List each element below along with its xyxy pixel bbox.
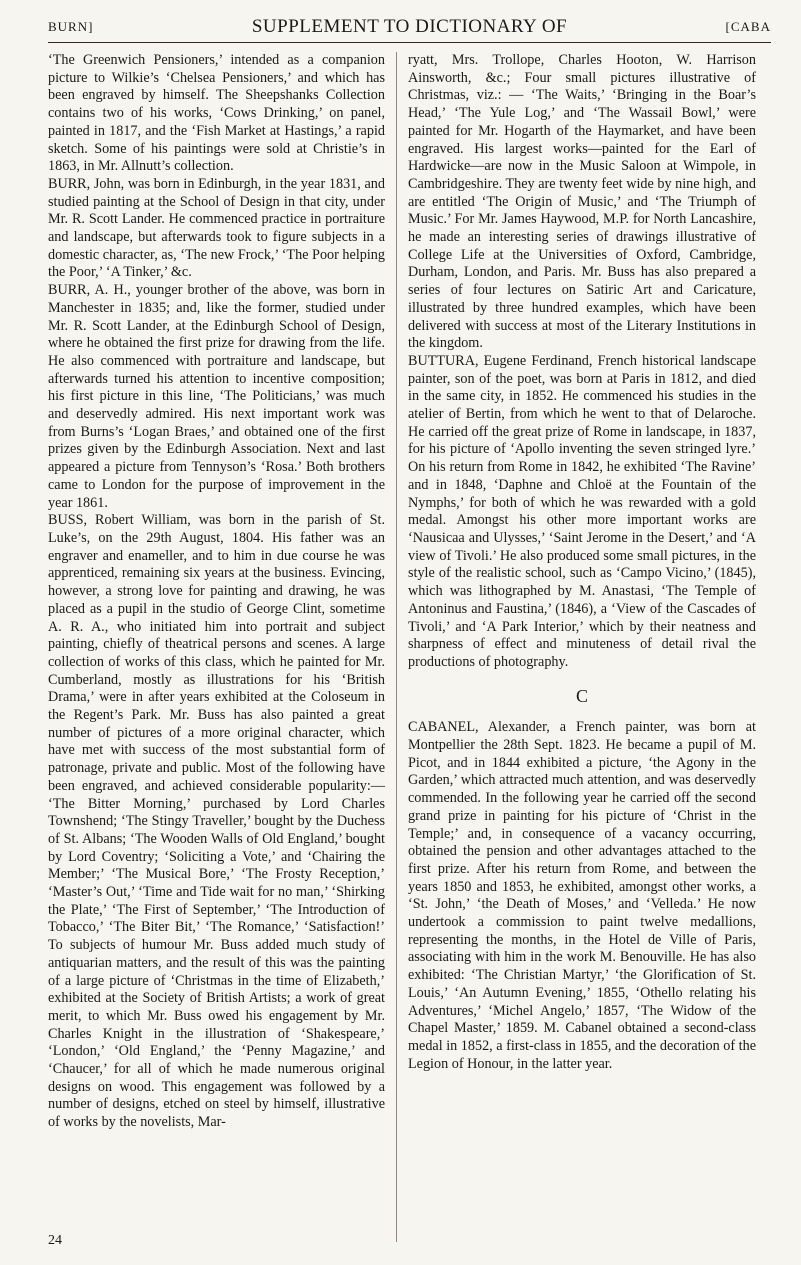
paragraph: ‘The Greenwich Pensioners,’ intended as a companion picture to Wilkie’s ‘Chelsea Pensioners,’ and which has been engraved by himself. The Sheepshanks Collection contains two of his works, ‘Cows Drinking,’ on panel, painted in 1817, and the ‘Fish Market at Hastings,’ a rapid sketch. Some of his paintings were sold at Christie’s in 1863, in Mr. Allnutt’s collection. xyxy=(48,52,385,175)
header-title: SUPPLEMENT TO DICTIONARY OF xyxy=(251,16,568,37)
entry-cabanel: CABANEL, Alexander, a French painter, was born at Montpellier the 28th Sept. 1823. He became a pupil of M. Picot, and in 1844 exhibited a picture, ‘the Agony in the Garden,’ which attracted much attention, and was deservedly commended. In the following year he carried off the second grand prize in painting for his picture of ‘Christ in the Temple;’ and, in consequence of a vacancy occurring, obtained the pension and other advantages attached to the first prize. After his return from Rome, and between the years 1850 and 1853, he exhibited, amongst other works, a ‘St. John,’ ‘the Death of Moses,’ and ‘Velleda.’ He now undertook a commission to paint twelve medallions, representing the months, in the Hotel de Ville of Paris, associating with him in the work M. Benouville. He has also exhibited: ‘The Christian Martyr,’ ‘the Glorification of St. Louis,’ ‘An Autumn Evening,’ 1855, ‘Othello relating his Adventures,’ ‘Michel Angelo,’ 1857, ‘The Widow of the Chapel Master,’ 1859. M. Cabanel obtained a second-class medal in 1852, a first-class in 1855, and the decoration of the Legion of Honour, in the latter year. xyxy=(408,719,756,1072)
paragraph: ryatt, Mrs. Trollope, Charles Hooton, W. Harrison Ainsworth, &c.; Four small pictures illustrative of Christmas, viz.: — ‘The Waits,’ ‘Bringing in the Boar’s Head,’ ‘The Yule Log,’ and ‘The Wassail Bowl,’ were painted for Mr. Hogarth of the Haymarket, and have been engraved. His largest works—painted for the Earl of Hardwicke—are now in the Music Saloon at Wimpole, in Cambridgeshire. They are twenty feet wide by nine high, and are entitled ‘The Origin of Music,’ and ‘The Triumph of Music.’ For Mr. James Haywood, M.P. for North Lancashire, he made an interesting series of drawings illustrative of College Life at the Universities of Oxford, Cambridge, Durham, London, and Paris. Mr. Buss has also prepared a series of four lectures on Satiric Art and Caricature, illustrated by three hundred examples, which have been delivered with success at most of the Literary Institutions in the kingdom. xyxy=(408,52,756,352)
entry-buttura: BUTTURA, Eugene Ferdinand, French historical landscape painter, son of the poet, was born at Paris in 1812, and died in the same city, in 1852. He commenced his studies in the atelier of Bertin, from which he went to that of Delaroche. He carried off the great prize of Rome in landscape, in 1837, for his picture of ‘Apollo inventing the seven stringed lyre.’ On his return from Rome in 1842, he exhibited ‘The Ravine’ and in 1848, ‘Daphne and Chloë at the Fountain of the Nymphs,’ for both of which he was rewarded with a gold medal. Amongst his other more important works are ‘Nausicaa and Ulysses,’ ‘Saint Jerome in the Desert,’ and ‘A view of Tivoli.’ He also produced some small pictures, in the style of the realistic school, such as ‘Campo Vicino,’ (1845), which was lithographed by M. Anastasi, ‘The Temple of Antoninus and Faustina,’ (1846), a ‘View of the Cascades of Tivoli,’ and ‘A Park Interior,’ which by their neatness and sharpness of effect and minuteness of detail rival the productions of photography. xyxy=(408,352,756,670)
column-divider xyxy=(396,52,397,1242)
entry-buss: BUSS, Robert William, was born in the parish of St. Luke’s, on the 29th August, 1804. His father was an engraver and enameller, and to him in due course he was apprenticed, remaining six years at the business. Evincing, however, a strong love for painting and drawing, he was placed as a pupil in the studio of George Clint, sometime A. R. A., who initiated him into portrait and subject painting, chiefly of theatrical persons and scenes. A large collection of works of this class, which he painted for Mr. Cumberland, mostly as illustrations for his ‘British Drama,’ were in after years exhibited at the Coloseum in the Regent’s Park. Mr. Buss has also painted a great number of pictures of a more original character, which have met with success of the most substantial form of patronage, private and public. Most of the following have been engraved, and achieved considerable popularity:— ‘The Bitter Morning,’ purchased by Lord Charles Townshend; ‘The Stingy Traveller,’ bought by the Duchess of St. Albans; ‘The Wooden Walls of Old England,’ bought by Lord Coventry; ‘Soliciting a Vote,’ and ‘Chairing the Member;’ ‘The Musical Bore,’ ‘The Frosty Reception,’ ‘Master’s Out,’ ‘Time and Tide wait for no man,’ ‘Shirking the Plate,’ ‘The First of September,’ ‘The Introduction of Tobacco,’ ‘The Biter Bit,’ ‘The Romance,’ ‘Satisfaction!’ To subjects of humour Mr. Buss added much study of antiquarian matters, and the result of this was the painting of a large picture of ‘Christmas in the time of Elizabeth,’ exhibited at the Society of British Artists; a work of great merit, to which Mr. Buss owed his engagement by Mr. Charles Knight in the illustration of ‘Shakespeare,’ ‘London,’ ‘Old England,’ the ‘Penny Magazine,’ and ‘Chaucer,’ for all of which he made numerous original designs on wood. This engagement was followed by a number of designs, etched on steel by himself, illustrative of works by the novelists, Mar- xyxy=(48,512,385,1131)
running-header xyxy=(48,12,771,43)
section-letter: C xyxy=(575,685,588,706)
left-column xyxy=(48,52,385,1132)
header-right: [CABA xyxy=(725,19,771,34)
entry-burr-ah: BURR, A. H., younger brother of the above, was born in Manchester in 1835; and, like the former, studied under Mr. R. Scott Lander, at the Edinburgh School of Design, where he obtained the first prize for drawing from the life. He also commenced with portraiture and landscape, but afterwards turned his attention to incentive composition; his first picture in this line, ‘The Politicians,’ was much and deservedly admired. His next important work was from Burns’s ‘Logan Braes,’ and obtained one of the first prizes given by the Edinburgh Association. Next and last appeared a picture from Tennyson’s ‘Rosa.’ Both brothers came to London for the purpose of improvement in the year 1861. xyxy=(48,282,385,511)
page-number: 24 xyxy=(48,1233,62,1248)
entry-burr-john: BURR, John, was born in Edinburgh, in the year 1831, and studied painting at the School of Design in that city, under Mr. R. Scott Lander. He commenced practice in portraiture and landscape, but afterwards took to figure subjects in a domestic character, as, ‘The new Frock,’ ‘The Poor helping the Poor,’ ‘A Tinker,’ &c. xyxy=(48,175,385,281)
right-column xyxy=(408,52,756,1073)
header-left: BURN] xyxy=(48,19,94,34)
